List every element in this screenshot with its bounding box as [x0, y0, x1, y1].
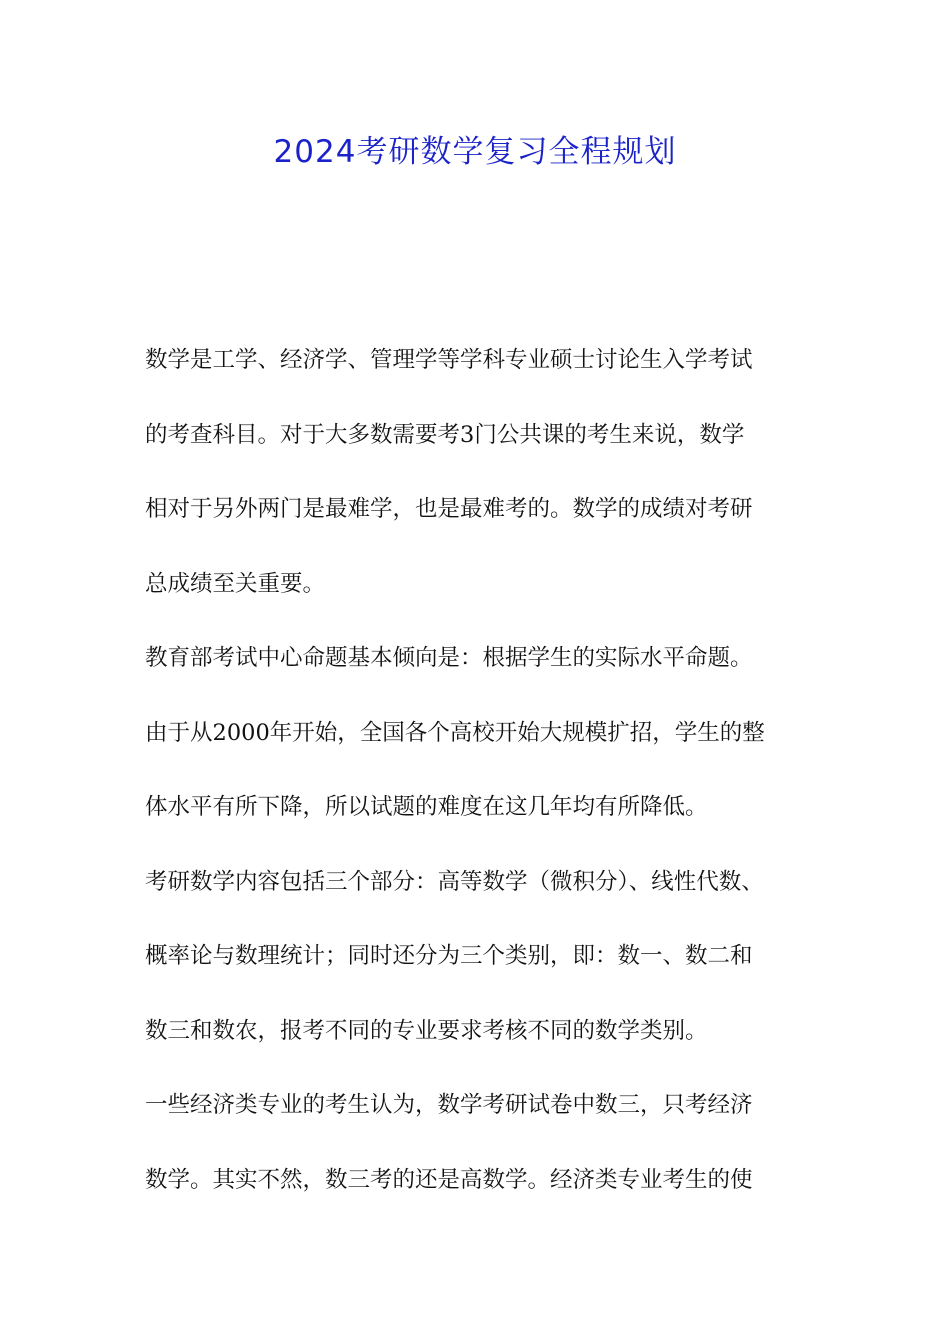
body-line: 数学。其实不然，数三考的还是高数学。经济类专业考生的使: [145, 1166, 753, 1193]
body-line: 相对于另外两门是最难学，也是最难考的。数学的成绩对考研: [145, 496, 753, 522]
body-line: 教育部考试中心命题基本倾向是：根据学生的实际水平命题。: [145, 645, 753, 671]
body-line: 由于从2000年开始，全国各个高校开始大规模扩招，学生的整: [145, 719, 765, 746]
body-line: 体水平有所下降，所以试题的难度在这几年均有所降低。: [145, 794, 708, 820]
body-line: 概率论与数理统计；同时还分为三个类别，即：数一、数二和: [145, 943, 753, 969]
document-body: [145, 335, 825, 1229]
body-line: 数三和数农，报考不同的专业要求考核不同的数学类别。: [145, 1017, 708, 1044]
body-line: 总成绩至关重要。: [145, 570, 326, 597]
body-line: 的考查科目。对于大多数需要考3门公共课的考生来说，数学: [145, 421, 745, 448]
body-line: 数学是工学、经济学、管理学等学科专业硕士讨论生入学考试: [145, 347, 753, 373]
body-line: 一些经济类专业的考生认为，数学考研试卷中数三，只考经济: [145, 1092, 753, 1118]
document-title: 2024考研数学复习全程规划: [273, 134, 677, 170]
body-line: 考研数学内容包括三个部分：高等数学（微积分）、线性代数、: [145, 868, 764, 895]
